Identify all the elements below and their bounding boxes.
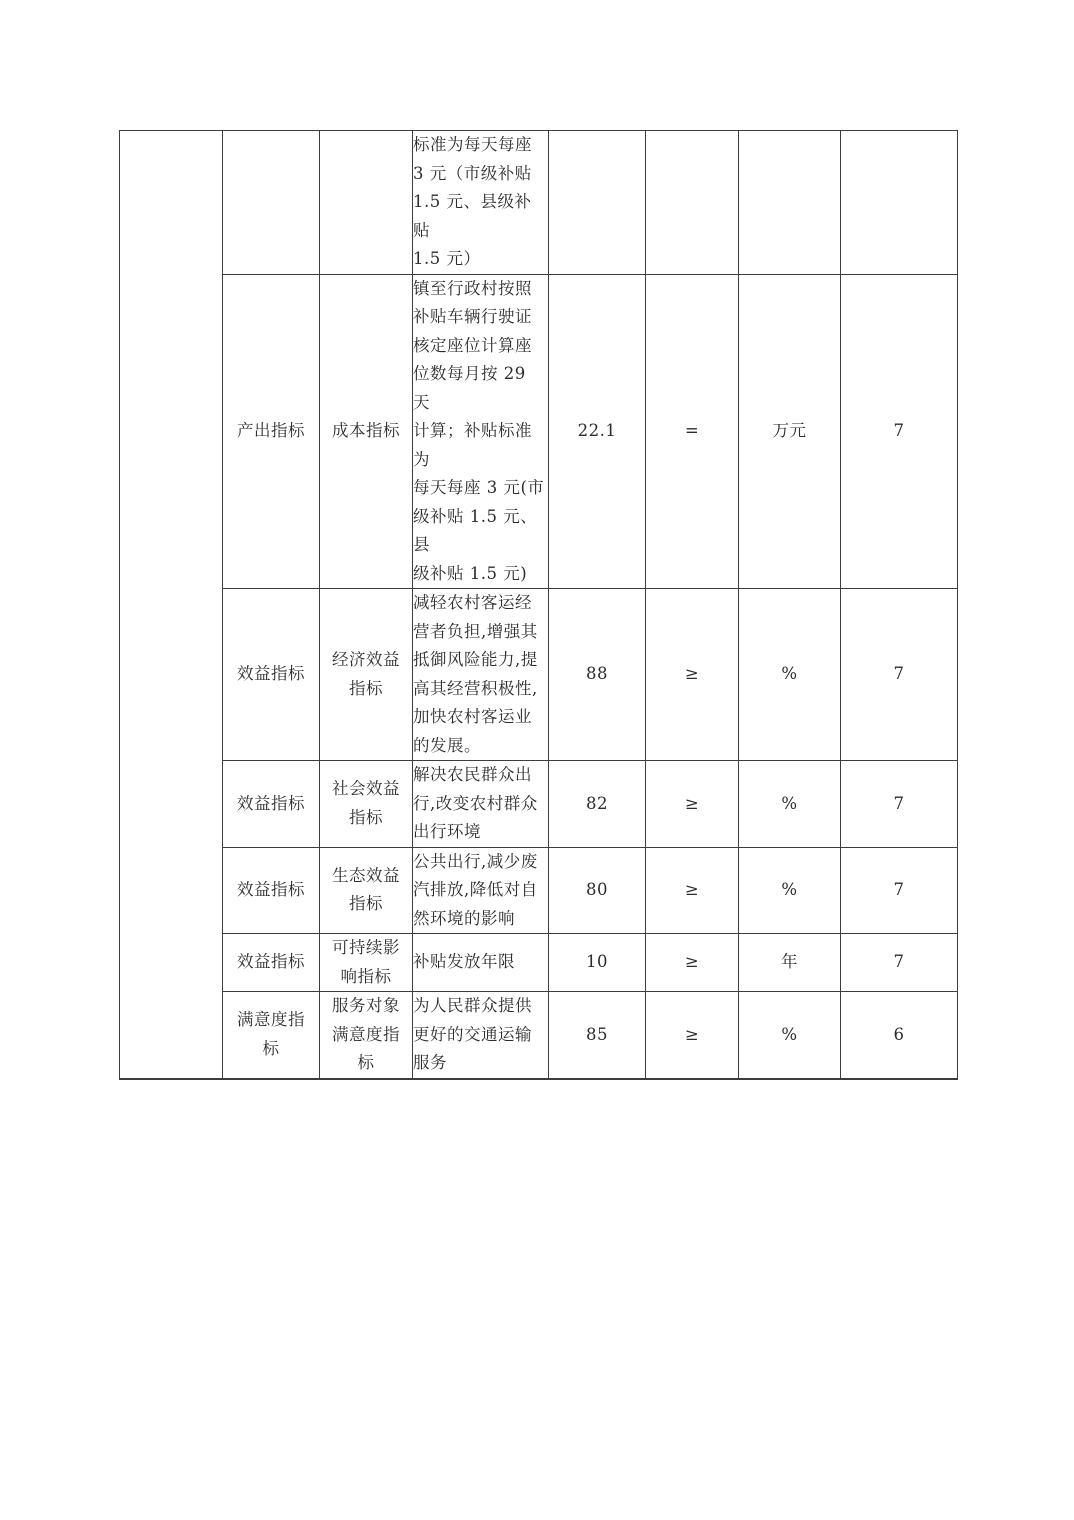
cell-description: 减轻农村客运经 营者负担,增强其 抵御风险能力,提 高其经营积极性, 加快农村客运业 的发展。 xyxy=(413,589,549,761)
cell-score: 7 xyxy=(841,761,958,848)
cell-value: 80 xyxy=(549,847,646,934)
cell-sub-category xyxy=(320,131,413,275)
cell-operator: ≥ xyxy=(646,847,739,934)
cell-description: 公共出行,减少废 汽排放,降低对自 然环境的影响 xyxy=(413,847,549,934)
cell-category: 满意度指 标 xyxy=(223,992,320,1079)
cell-category: 效益指标 xyxy=(223,847,320,934)
table-row xyxy=(120,847,958,934)
indicator-table xyxy=(119,130,958,1080)
cell-value xyxy=(549,131,646,275)
cell-unit: % xyxy=(739,847,841,934)
cell-unit: % xyxy=(739,589,841,761)
cell-value: 88 xyxy=(549,589,646,761)
cell-category: 效益指标 xyxy=(223,589,320,761)
table-row xyxy=(120,934,958,992)
cell-sub-category: 社会效益 指标 xyxy=(320,761,413,848)
cell-operator: ≥ xyxy=(646,992,739,1079)
cell-sub-category: 成本指标 xyxy=(320,274,413,589)
cell-description: 补贴发放年限 xyxy=(413,934,549,992)
cell-operator: ≥ xyxy=(646,934,739,992)
cell-score: 7 xyxy=(841,847,958,934)
table-row xyxy=(120,274,958,589)
cell-unit: % xyxy=(739,761,841,848)
cell-unit: % xyxy=(739,992,841,1079)
cell-sub-category: 可持续影 响指标 xyxy=(320,934,413,992)
cell-left-spanner xyxy=(120,131,223,1079)
cell-operator: ≥ xyxy=(646,589,739,761)
cell-operator: = xyxy=(646,274,739,589)
cell-description: 镇至行政村按照 补贴车辆行驶证 核定座位计算座 位数每月按 29 天 计算；补贴标准为 每天每座 3 元(市 级补贴 1.5 元、县 级补贴 1.5 元) xyxy=(413,274,549,589)
cell-score: 7 xyxy=(841,274,958,589)
cell-value: 22.1 xyxy=(549,274,646,589)
cell-category xyxy=(223,131,320,275)
cell-unit xyxy=(739,131,841,275)
cell-score: 7 xyxy=(841,934,958,992)
cell-unit: 年 xyxy=(739,934,841,992)
cell-category: 产出指标 xyxy=(223,274,320,589)
cell-value: 10 xyxy=(549,934,646,992)
table-row xyxy=(120,992,958,1079)
cell-category: 效益指标 xyxy=(223,761,320,848)
cell-score xyxy=(841,131,958,275)
cell-value: 85 xyxy=(549,992,646,1079)
cell-description: 标准为每天每座 3 元（市级补贴 1.5 元、县级补贴 1.5 元） xyxy=(413,131,549,275)
cell-category: 效益指标 xyxy=(223,934,320,992)
cell-value: 82 xyxy=(549,761,646,848)
cell-operator xyxy=(646,131,739,275)
cell-description: 为人民群众提供 更好的交通运输 服务 xyxy=(413,992,549,1079)
table-row xyxy=(120,589,958,761)
cell-score: 7 xyxy=(841,589,958,761)
cell-unit: 万元 xyxy=(739,274,841,589)
cell-score: 6 xyxy=(841,992,958,1079)
cell-sub-category: 服务对象 满意度指 标 xyxy=(320,992,413,1079)
table-row xyxy=(120,131,958,275)
table-row xyxy=(120,761,958,848)
cell-sub-category: 生态效益 指标 xyxy=(320,847,413,934)
cell-description: 解决农民群众出 行,改变农村群众 出行环境 xyxy=(413,761,549,848)
cell-operator: ≥ xyxy=(646,761,739,848)
cell-sub-category: 经济效益 指标 xyxy=(320,589,413,761)
